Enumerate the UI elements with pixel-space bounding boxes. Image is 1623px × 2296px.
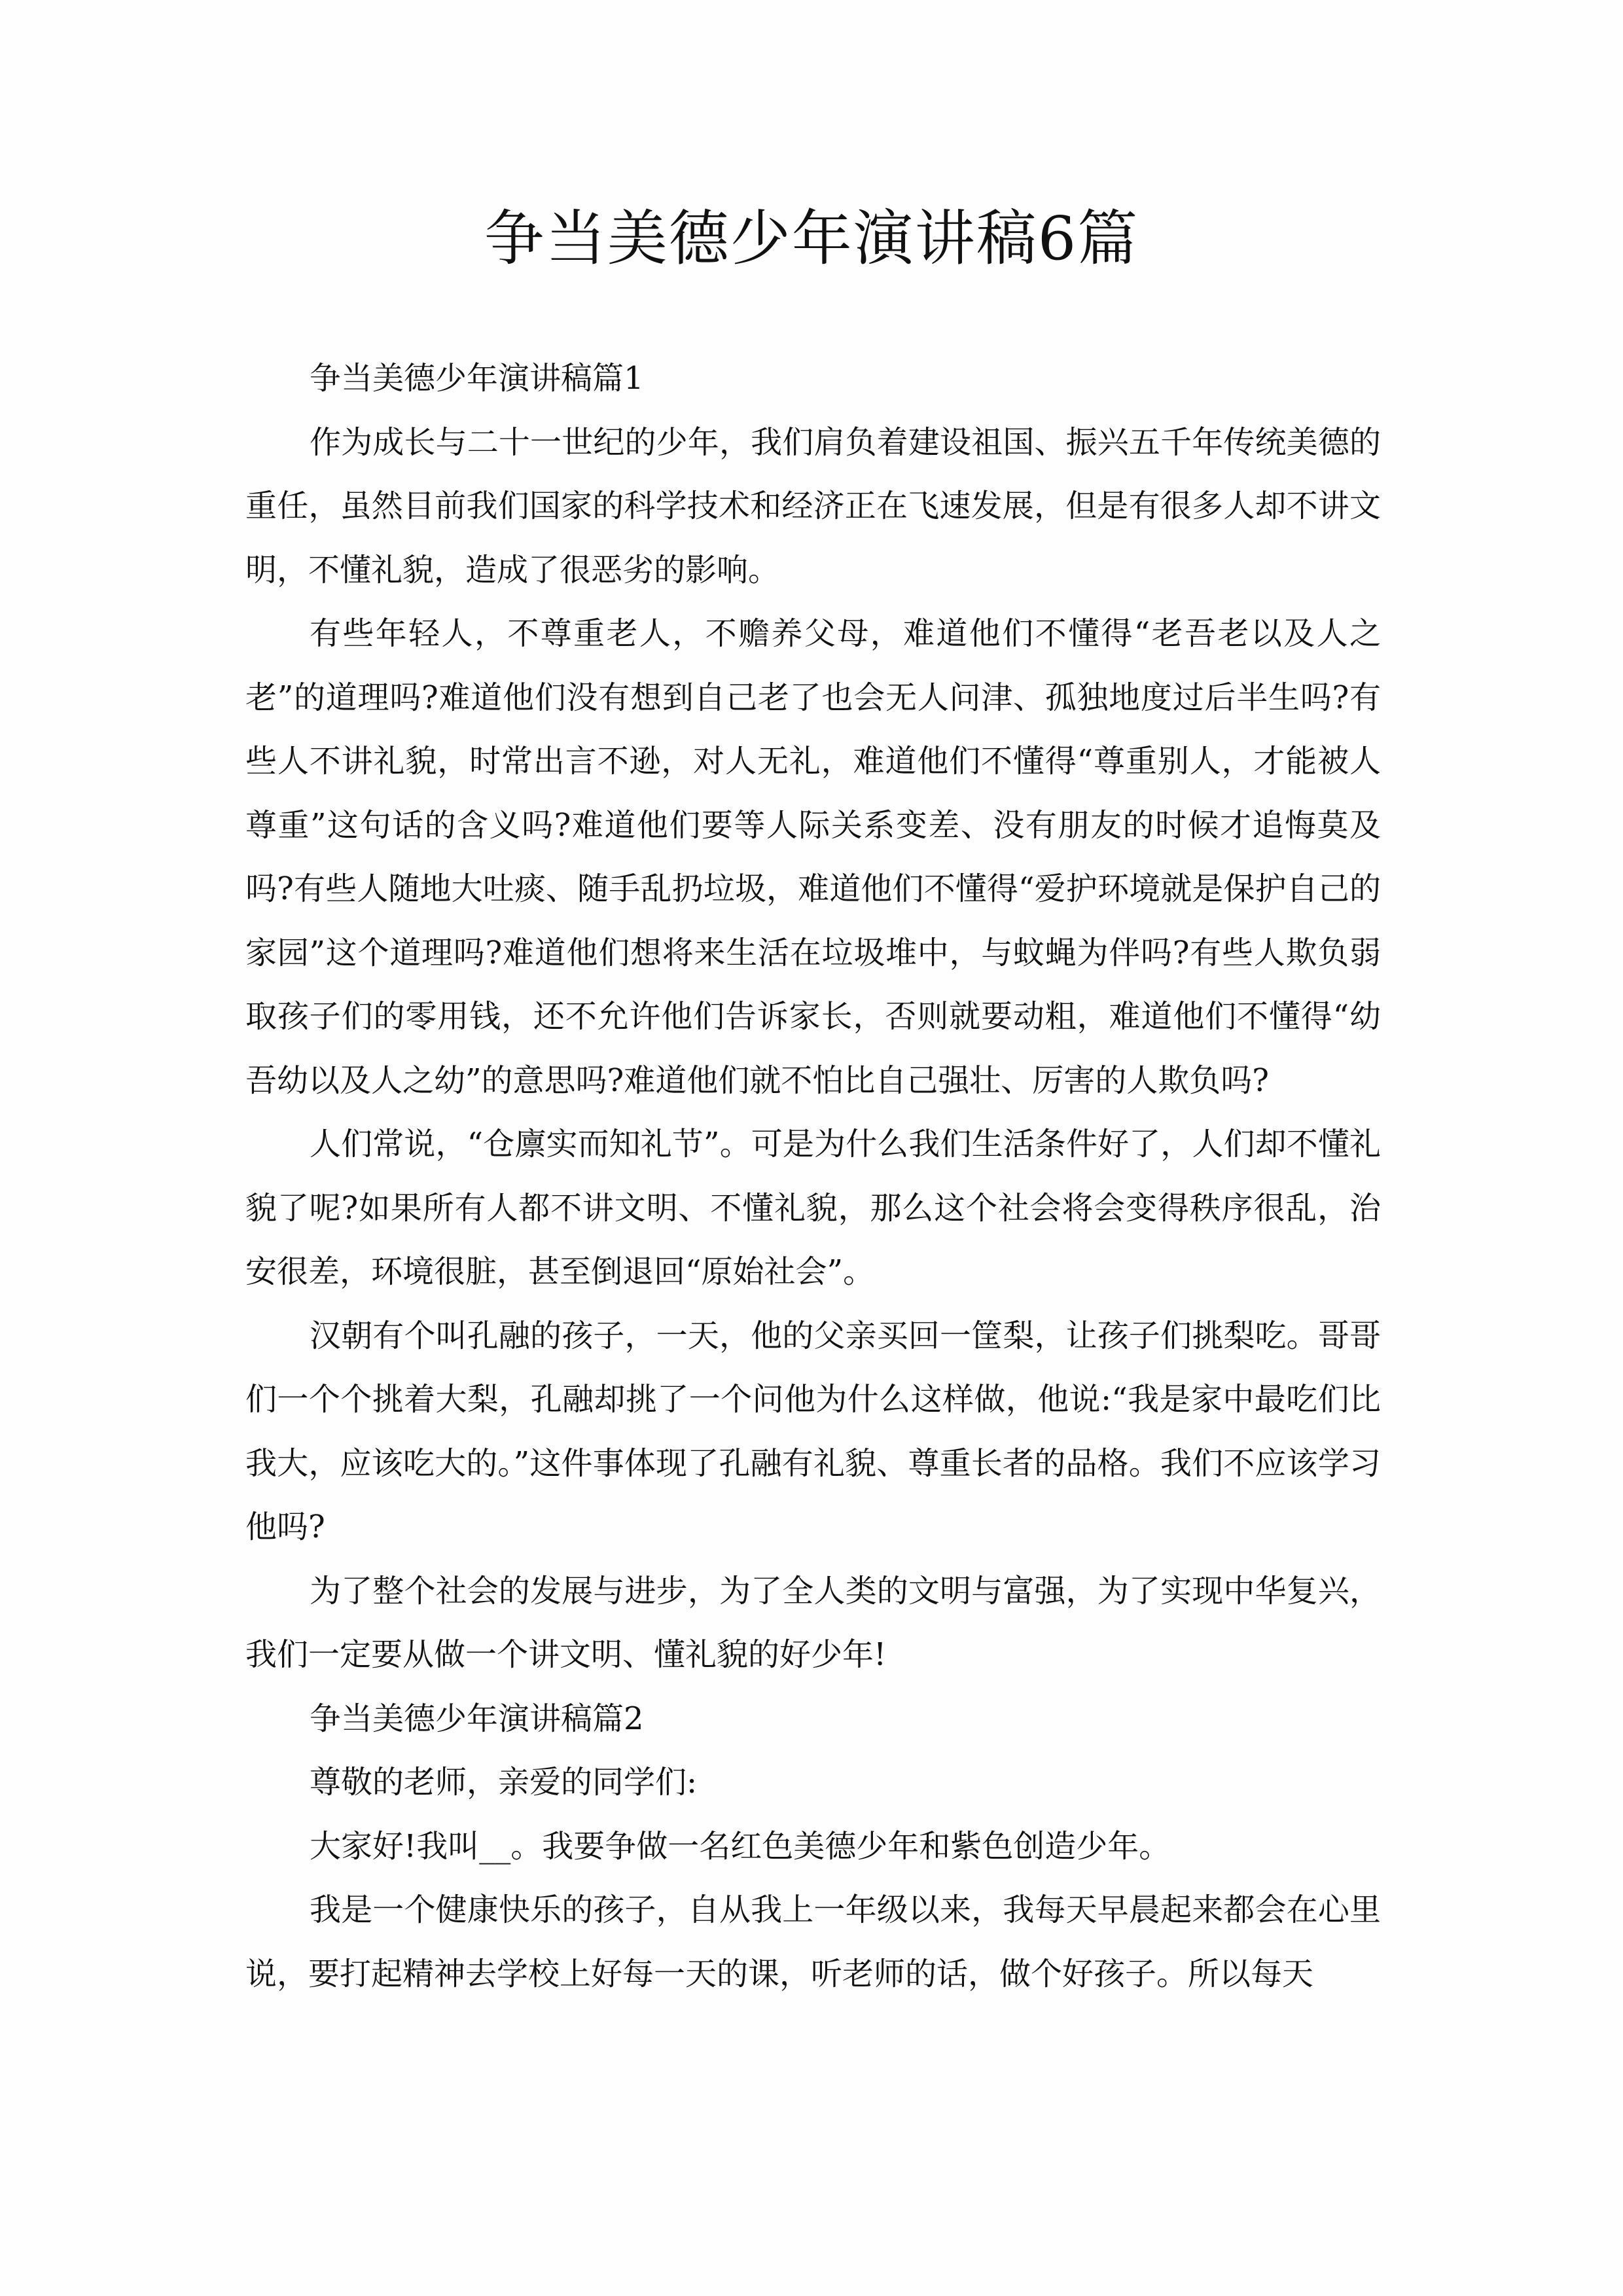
paragraph: 尊敬的老师，亲爱的同学们: (310, 1764, 698, 1801)
paragraph: 有些年轻人，不尊重老人，不赡养父母，难道他们不懂得“老吾老以及人之老”的道理吗?难道他们没有想到自己老了也会无人问津、孤独地度过后半生吗?有些人不讲礼貌，时常出言不逊，对人无礼，难道他们不懂得“尊重别人，才能被人尊重”这句话的含义吗?难道他们要等人际关系变差、没有朋友的时候才追悔莫及吗?有些人随地大吐痰、随手乱扔垃圾，难道他们不懂得“爱护环境就是保护自己的家园”这个道理吗?难道他们想将来生活在垃圾堆中，与蚊蝇为伴吗?有些人欺负弱取孩子们的零用钱，还不允许他们告诉家长，否则就要动粗，难道他们不懂得“幼吾幼以及人之幼”的意思吗?难道他们就不怕比自己强壮、厉害的人欺负吗? (245, 615, 1381, 1099)
document-title: 争当美德少年演讲稿6篇 (484, 204, 1139, 274)
paragraph: 我是一个健康快乐的孩子，自从我上一年级以来，我每天早晨起来都会在心里说，要打起精神去学校上好每一天的课，听老师的话，做个好孩子。所以每天 (245, 1892, 1381, 1992)
paragraph: 为了整个社会的发展与进步，为了全人类的文明与富强，为了实现中华复兴，我们一定要从做一个讲文明、懂礼貌的好少年! (245, 1572, 1381, 1673)
section-heading-2: 争当美德少年演讲稿篇2 (310, 1700, 644, 1737)
paragraph: 作为成长与二十一世纪的少年，我们肩负着建设祖国、振兴五千年传统美德的重任，虽然目前我们国家的科学技术和经济正在飞速发展，但是有很多人却不讲文明，不懂礼貌，造成了很恶劣的影响。 (245, 423, 1381, 588)
paragraph: 汉朝有个叫孔融的孩子，一天，他的父亲买回一筐梨，让孩子们挑梨吃。哥哥们一个个挑着大梨，孔融却挑了一个问他为什么这样做，他说:“我是家中最吃们比我大，应该吃大的。”这件事体现了孔融有礼貌、尊重长者的品格。我们不应该学习他吗? (245, 1317, 1381, 1545)
document-body (245, 347, 1381, 2006)
section-heading-1: 争当美德少年演讲稿篇1 (310, 360, 644, 397)
paragraph: 大家好!我叫__。我要争做一名红色美德少年和紫色创造少年。 (310, 1827, 1171, 1865)
paragraph: 人们常说，“仓廪实而知礼节”。可是为什么我们生活条件好了，人们却不懂礼貌了呢?如果所有人都不讲文明、不懂礼貌，那么这个社会将会变得秩序很乱，治安很差，环境很脏，甚至倒退回“原始社会”。 (245, 1126, 1381, 1290)
